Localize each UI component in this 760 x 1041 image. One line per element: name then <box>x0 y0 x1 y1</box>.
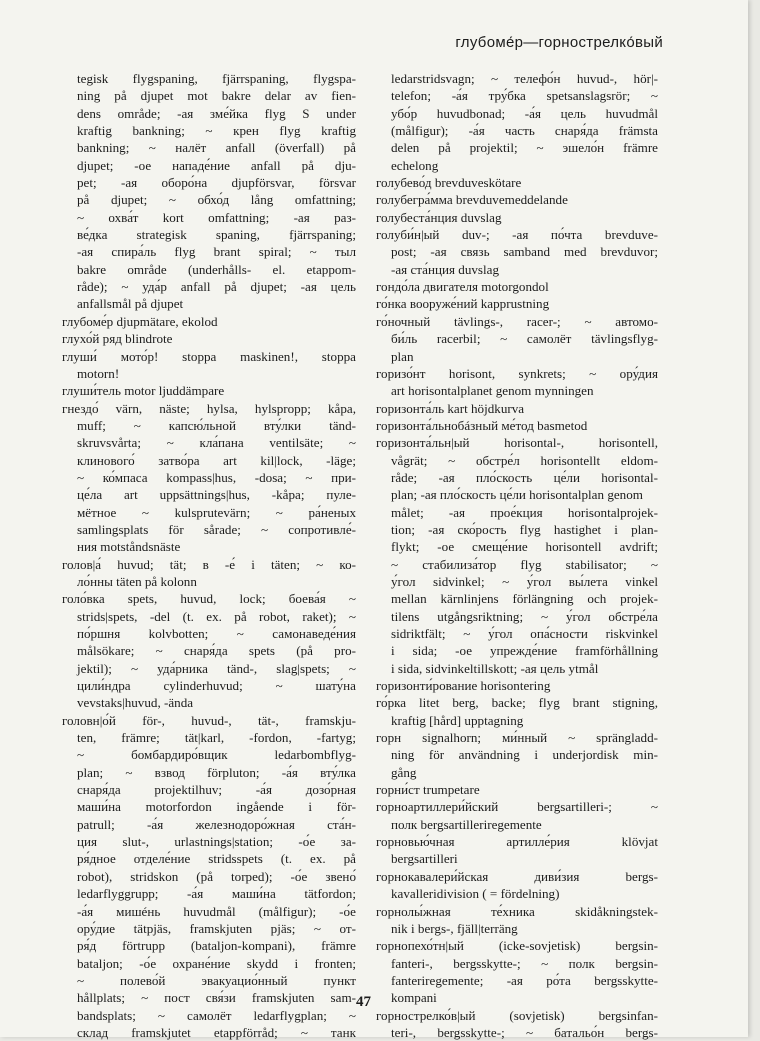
dictionary-line: го́ночный tävlings-, racer-; ~ автомо- <box>376 313 658 329</box>
dictionary-line: голо́вка spets, huvud, lock; боева́я ~ <box>62 591 356 607</box>
dictionary-line: ря́дное отделе́ние stridsspets (t. ex. på <box>77 851 356 867</box>
dictionary-line: samlingsplats för sårade; ~ сопротивле́- <box>77 521 356 537</box>
dictionary-line: голов|а́ huvud; tät; в -е́ i täten; ~ ко- <box>62 556 356 572</box>
running-head: глубоме́р—горнострелко́вый <box>455 34 663 51</box>
dictionary-line: råde; -ая пло́скость це́ли horisontal- <box>391 469 658 485</box>
dictionary-line: art horisontalplanet genom mynningen <box>391 383 594 399</box>
dictionary-line: убо́р huvudbonad; -а́я цель huvudmål <box>391 105 658 121</box>
dictionary-line: ~ охва́т kort omfattning; -ая раз- <box>77 209 356 225</box>
dictionary-line: горновью́чная артилле́рия klövjat <box>376 834 658 850</box>
dictionary-line: гондо́ла двигателя motorgondol <box>376 279 549 295</box>
dictionary-line: головн|о́й för-, huvud-, tät-, framskju- <box>62 712 356 728</box>
dictionary-line: го́нка вооруже́ний kapprustning <box>376 296 550 312</box>
dictionary-line: djupet; -ое нападе́ние anfall på dju- <box>77 157 356 173</box>
dictionary-line: motorn! <box>77 365 120 381</box>
dictionary-line: råde); ~ уда́р anfall på djupet; -ая цель <box>77 279 356 295</box>
dictionary-line: robot), stridskon (på torped); -о́е звено́ <box>77 868 356 884</box>
dictionary-line: голуби́н|ый duv-; -ая по́чта brevduve- <box>376 227 658 243</box>
dictionary-line: (målfigur); -а́я часть снаря́да främsta <box>391 123 658 139</box>
dictionary-line: echelong <box>391 157 439 173</box>
dictionary-line: по́ршня kolvbotten; ~ самонаведе́ния <box>77 626 356 641</box>
dictionary-line: ledarstridsvagn; ~ телефо́н huvud-, hör|- <box>391 71 658 86</box>
left-column <box>62 70 356 1041</box>
dictionary-line: bataljon; -о́е охране́ние skydd i fronten; <box>77 955 356 971</box>
dictionary-line: gång <box>391 764 417 780</box>
dictionary-line: muff; ~ капсю́льной вту́лки tänd- <box>77 417 356 433</box>
dictionary-line: ning på djupet mot bakre delar av fien- <box>77 88 356 104</box>
dictionary-line: kompani <box>391 990 437 1006</box>
dictionary-line: tion; -ая ско́рость flyg hastighet i plan- <box>391 521 658 537</box>
dictionary-line: голубегра́мма brevduvemeddelande <box>376 192 568 208</box>
dictionary-line: vågrät; ~ обстре́л horisontellt eldom- <box>391 452 658 468</box>
dictionary-line: ten, främre; tät|karl, -fordon, -fartyg; <box>77 730 356 746</box>
dictionary-line: глухо́й ряд blindrote <box>62 331 173 347</box>
dictionary-line: горнопехо́тн|ый (icke-sovjetisk) bergsin- <box>376 938 658 954</box>
dictionary-line: горизо́нт horisont, synkrets; ~ ору́дия <box>376 365 658 381</box>
dictionary-line: цили́ндра cylinderhuvud; ~ шату́на <box>77 678 356 694</box>
dictionary-line: глуши́ мото́р! stoppa maskinen!, stoppa <box>62 348 356 364</box>
dictionary-line: горизонта́льнобáзный ме́тод basmetod <box>376 417 588 433</box>
dictionary-line: plan; -ая пло́скость це́ли horisontalplan genom <box>391 487 643 503</box>
dictionary-line: ря́д förtrupp (bataljon-kompani), främre <box>77 938 356 954</box>
dictionary-line: мётное ~ kulsprutevärn; ~ ра́неных <box>77 504 356 520</box>
dictionary-line: -а́я мишéнь huvudmål (målfigur); -о́е <box>77 903 356 919</box>
dictionary-line: pet; -ая оборо́на djupförsvar, försvar <box>77 175 356 191</box>
dictionary-line: склад framskjutet etappförråd; ~ танк <box>77 1024 356 1040</box>
dictionary-line: bergsartilleri <box>391 851 458 867</box>
dictionary-line: горн signalhorn; ми́нный ~ sprängladd- <box>376 730 658 746</box>
dictionary-line: bankning; ~ налёт anfall (överfall) på <box>77 140 356 156</box>
dictionary-line: би́ль racerbil; ~ самолёт tävlingsflyg- <box>391 331 658 347</box>
dictionary-line: målet; -ая прое́кция horisontalprojek- <box>391 504 658 520</box>
dictionary-line: delen på projektil; ~ эшело́н främre <box>391 140 658 156</box>
dictionary-line: -ая ста́нция duvslag <box>391 261 500 277</box>
dictionary-line: маши́на motorfordon ingående i för- <box>77 799 356 815</box>
dictionary-line: голубево́д brevduveskötare <box>376 175 522 191</box>
dictionary-line: bandsplats; ~ самолёт ledarflygplan; ~ <box>77 1007 356 1023</box>
dictionary-line: post; -ая связь samband med brevduvor; <box>391 244 658 260</box>
dictionary-line: kraftig [hård] upptagning <box>391 712 524 728</box>
dictionary-line: flykt; -ое смеще́ние horisontell avdrift; <box>391 539 658 555</box>
dictionary-line: bakre område (underhålls- el. etappom- <box>77 261 356 277</box>
dictionary-line: клинового́ затво́ра art kil|lock, -läge; <box>77 452 356 468</box>
dictionary-line: patrull; -а́я железнодоро́жная ста́н- <box>77 816 356 832</box>
dictionary-line: горноартиллери́йский bergsartilleri-; ~ <box>376 799 658 815</box>
dictionary-line: горнокавалери́йская диви́зия bergs- <box>376 868 658 884</box>
dictionary-line: dens område; -ая зме́йка flyg S under <box>77 105 356 121</box>
dictionary-line: горни́ст trumpetare <box>376 782 480 798</box>
dictionary-line: plan; ~ взвод förpluton; -а́я вту́лка <box>77 764 356 780</box>
dictionary-line: tilens utgångsriktning; ~ у́гол обстре́ла <box>391 608 658 624</box>
dictionary-line: kraftig bankning; ~ крен flyg kraftig <box>77 123 356 139</box>
dictionary-line: го́рка litet berg, backe; flyg brant stigning, <box>376 695 658 711</box>
dictionary-line: hållplats; ~ пост свя́зи framskjuten sam- <box>77 990 356 1006</box>
dictionary-line: plan <box>391 348 414 364</box>
dictionary-line: ~ ко́мпаса kompass|hus, -dosa; ~ при- <box>77 469 356 485</box>
dictionary-line: ве́дка strategisk spaning, fjärrspaning; <box>77 227 356 243</box>
dictionary-line: ledarflyggrupp; -а́я маши́на tätfordon; <box>77 886 356 902</box>
dictionary-line: -ая спира́ль flyg brant spiral; ~ тыл <box>77 244 356 260</box>
dictionary-line: горизонти́рование horisontering <box>376 678 551 694</box>
dictionary-line: fanteriregemente; -ая ро́та bergsskytte- <box>391 972 658 988</box>
dictionary-line: i sida, sidvinkeltillskott; -ая цель ytmål <box>391 660 599 676</box>
dictionary-line: ~ бомбардиро́вщик ledarbombflyg- <box>77 747 356 763</box>
dictionary-line: kavalleridivision ( = fördelning) <box>391 886 560 902</box>
dictionary-line: på djupet; ~ обхо́д lång omfattning; <box>77 192 356 208</box>
dictionary-line: у́гол sidvinkel; ~ у́гол вы́лета vinkel <box>391 573 658 589</box>
dictionary-line: telefon; -а́я тру́бка spetsanslagsrör; ~ <box>391 88 658 104</box>
page-number: 47 <box>356 994 371 1010</box>
dictionary-line: fanteri-, bergsskytte-; ~ полк bergsin- <box>391 955 658 971</box>
dictionary-line: ~ стабилиза́тор flyg stabilisator; ~ <box>391 556 658 572</box>
dictionary-line: ния motståndsnäste <box>77 539 181 555</box>
dictionary-line: ору́дие tätpjäs, framskjuten pjäs; ~ от- <box>77 920 356 936</box>
dictionary-line: i sida; -ое упрежде́ние framförhållning <box>391 643 658 659</box>
right-column <box>376 70 658 1041</box>
dictionary-line: горнострелко́в|ый (sovjetisk) bergsinfan- <box>376 1007 658 1023</box>
dictionary-line: tegisk flygspaning, fjärrspaning, flygspa- <box>77 71 356 86</box>
dictionary-line: глубоме́р djupmätare, ekolod <box>62 313 218 329</box>
dictionary-line: anfallsmål på djupet <box>77 296 184 312</box>
dictionary-line: mellan kärnlinjens förlängning och projek- <box>391 591 658 607</box>
dictionary-line: sidriktfält; ~ у́гол опа́сности riskvinkel <box>391 626 658 641</box>
dictionary-line: полк bergsartilleriregemente <box>391 816 542 832</box>
dictionary-line: горнолы́жная те́хника skidåkningstek- <box>376 903 658 919</box>
dictionary-line: vevstaks|huvud, -ända <box>77 695 194 711</box>
dictionary-line: ло́нны täten på kolonn <box>77 573 197 589</box>
dictionary-line: teri-, bergsskytte-; ~ батальо́н bergs- <box>391 1024 658 1040</box>
dictionary-line: горизонта́льн|ый horisontal-, horisontell, <box>376 435 658 451</box>
dictionary-line: strids|spets, -del (t. ex. på robot, raket); ~ <box>77 608 356 624</box>
dictionary-line: глуши́тель motor ljuddämpare <box>62 383 225 399</box>
dictionary-line: ning för användning i underjordisk min- <box>391 747 658 763</box>
dictionary-line: målsökare; ~ снаря́да spets (på pro- <box>77 643 356 659</box>
dictionary-line: ~ полево́й эвакуацио́нный пункт <box>77 972 356 988</box>
dictionary-line: голубеста́нция duvslag <box>376 209 502 225</box>
dictionary-line: горизонта́ль kart höjdkurva <box>376 400 525 416</box>
dictionary-line: skruvsvårta; ~ кла́пана ventilsäte; ~ <box>77 435 356 451</box>
dictionary-line: снаря́да projektilhuv; -а́я дозо́рная <box>77 782 356 798</box>
dictionary-line: nik i bergs-, fjäll|terräng <box>391 920 518 936</box>
dictionary-line: гнездо́ värn, näste; hylsa, hylspropp; kåpa, <box>62 400 356 416</box>
dictionary-line: jektil); ~ уда́рника tänd-, slag|spets; ~ <box>77 660 356 676</box>
dictionary-line: це́ла art uppsättnings|hus, -kåpa; пуле- <box>77 487 356 503</box>
dictionary-line: ция slut-, urlastnings|station; -о́е за- <box>77 834 356 850</box>
